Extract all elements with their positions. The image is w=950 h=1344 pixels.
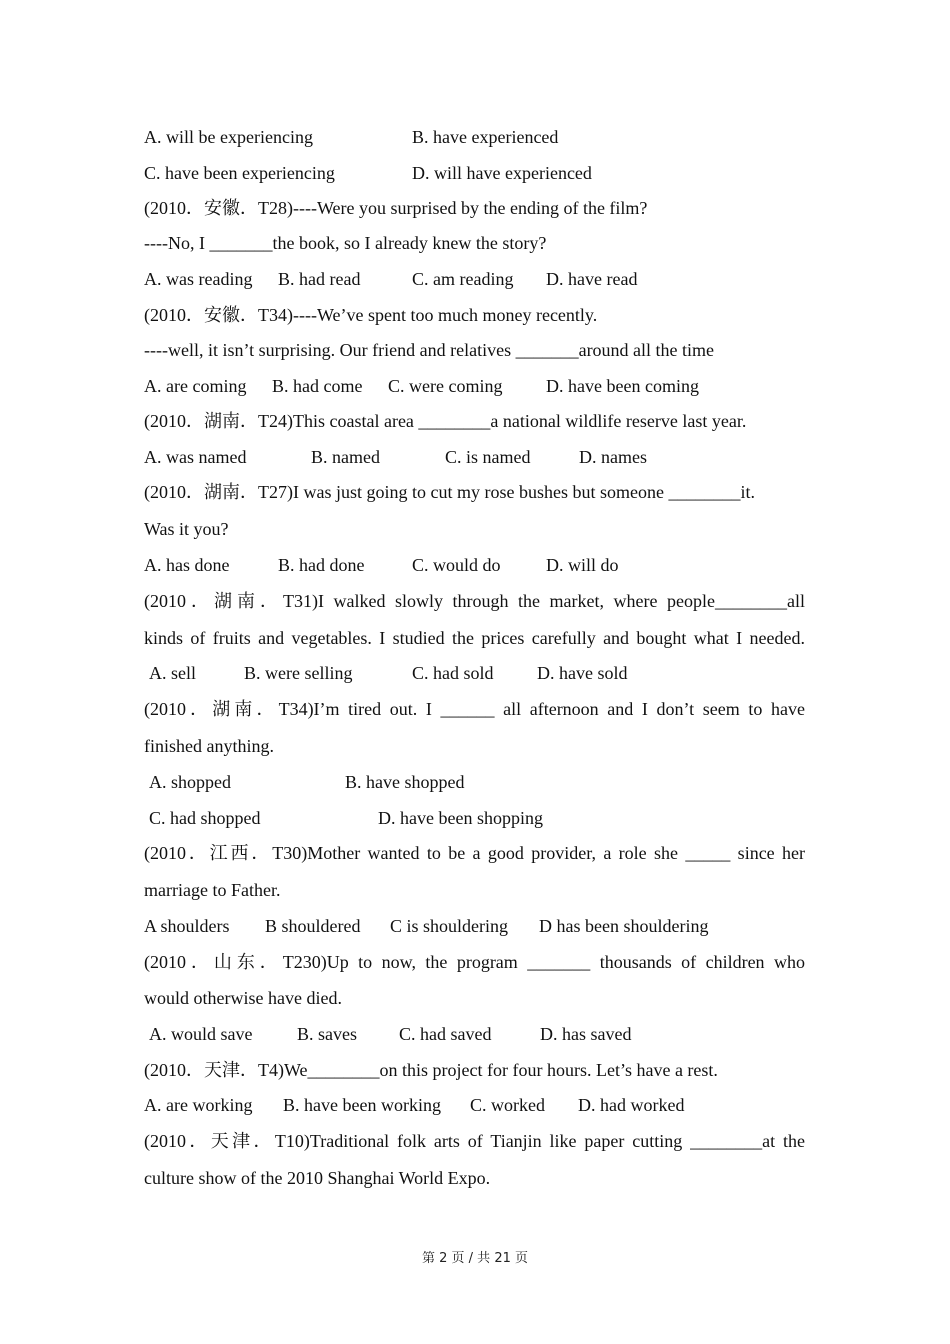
- option: A. will be experiencing: [144, 127, 313, 147]
- option: B shouldered: [265, 916, 361, 936]
- option: C. am reading: [412, 269, 514, 289]
- question-line: would otherwise have died.: [144, 988, 342, 1008]
- option: D. have been shopping: [378, 808, 543, 828]
- question-line: (2010．湖南．T24)This coastal area ________a national wildlife reserve last year.: [144, 411, 747, 431]
- option: B. have been working: [283, 1095, 441, 1115]
- option: C. were coming: [388, 376, 503, 396]
- option: D. will do: [546, 555, 619, 575]
- question-line: (2010．天津．T4)We________on this project for four hours. Let’s have a rest.: [144, 1060, 718, 1080]
- option: C. have been experiencing: [144, 163, 335, 183]
- question-line: (2010．湖南．T31)I walked slowly through the market, where people________all: [144, 591, 805, 611]
- option: D. have read: [546, 269, 638, 289]
- option: C is shouldering: [390, 916, 509, 936]
- question-line: (2010．湖南．T27)I was just going to cut my rose bushes but someone ________it.: [144, 482, 755, 502]
- option: C. would do: [412, 555, 501, 575]
- option: A. shopped: [149, 772, 231, 792]
- question-line: Was it you?: [144, 519, 229, 539]
- question-line: ----well, it isn’t surprising. Our friend and relatives _______around all the time: [144, 340, 715, 360]
- option: D has been shouldering: [539, 916, 709, 936]
- option: C. had sold: [412, 663, 494, 683]
- question-line: kinds of fruits and vegetables. I studied the prices carefully and bought what I needed.: [144, 628, 805, 648]
- option: A. has done: [144, 555, 230, 575]
- option: D. has saved: [540, 1024, 632, 1044]
- question-line: finished anything.: [144, 736, 274, 756]
- option: C. is named: [445, 447, 531, 467]
- option: A. are working: [144, 1095, 253, 1115]
- option: B. saves: [297, 1024, 357, 1044]
- question-line: (2010．江西．T30)Mother wanted to be a good provider, a role she _____ since her: [144, 843, 805, 863]
- question-line: (2010．湖南．T34)I’m tired out. I ______ all afternoon and I don’t seem to have: [144, 699, 805, 719]
- option: A shoulders: [144, 916, 230, 936]
- option: B. had read: [278, 269, 361, 289]
- option: D. have been coming: [546, 376, 699, 396]
- option: D. names: [579, 447, 647, 467]
- question-line: marriage to Father.: [144, 880, 281, 900]
- option: B. had come: [272, 376, 363, 396]
- option: A. are coming: [144, 376, 247, 396]
- option: B. have shopped: [345, 772, 465, 792]
- option: B. have experienced: [412, 127, 559, 147]
- option: A. was named: [144, 447, 247, 467]
- option: A. sell: [149, 663, 196, 683]
- option: C. had shopped: [149, 808, 261, 828]
- question-line: ----No, I _______the book, so I already knew the story?: [144, 233, 547, 253]
- option: D. had worked: [578, 1095, 685, 1115]
- option: D. will have experienced: [412, 163, 592, 183]
- option: B. had done: [278, 555, 365, 575]
- option: C. worked: [470, 1095, 545, 1115]
- option: A. would save: [149, 1024, 253, 1044]
- question-line: (2010．安徽．T28)----Were you surprised by the ending of the film?: [144, 198, 648, 218]
- option: A. was reading: [144, 269, 253, 289]
- question-line: (2010．安徽．T34)----We’ve spent too much money recently.: [144, 305, 598, 325]
- question-line: (2010．天津．T10)Traditional folk arts of Tianjin like paper cutting ________at the: [144, 1131, 805, 1151]
- option: B. named: [311, 447, 380, 467]
- option: D. have sold: [537, 663, 628, 683]
- option: C. had saved: [399, 1024, 492, 1044]
- option: B. were selling: [244, 663, 353, 683]
- question-line: culture show of the 2010 Shanghai World Expo.: [144, 1168, 491, 1188]
- question-line: (2010．山东．T230)Up to now, the program _______ thousands of children who: [144, 952, 805, 972]
- page-number-footer: 第 2 页 / 共 21 页: [422, 1251, 528, 1266]
